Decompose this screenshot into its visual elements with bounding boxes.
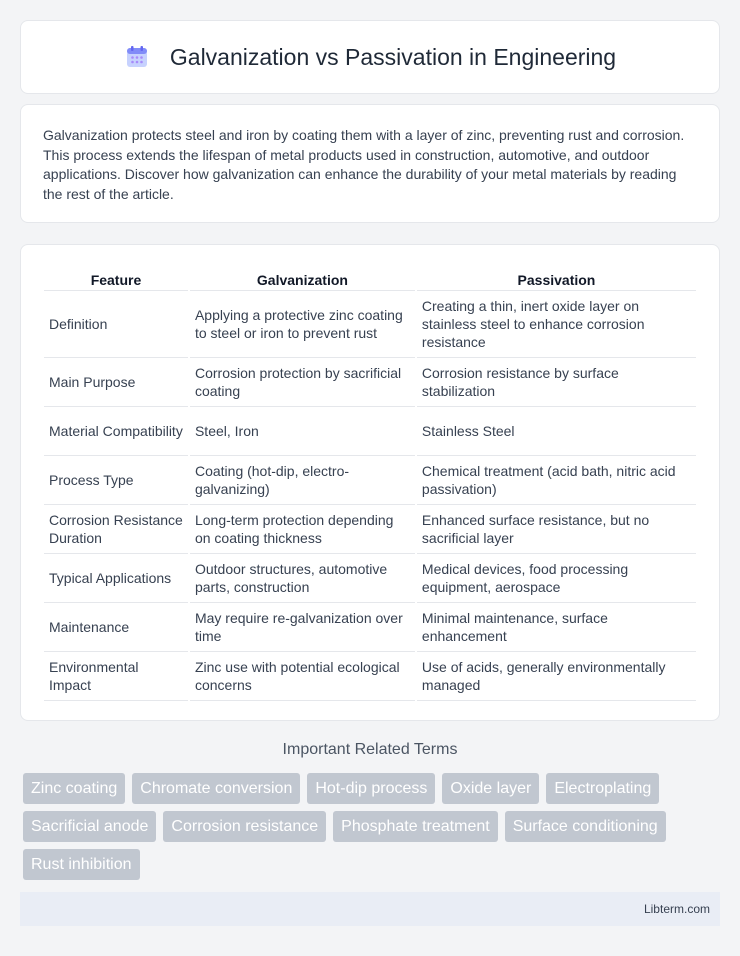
- table-row: [44, 554, 696, 603]
- table-cell: Steel, Iron: [190, 407, 415, 456]
- table-cell: Typical Applications: [44, 554, 188, 603]
- table-row: [44, 652, 696, 701]
- table-header-row: [44, 265, 696, 291]
- term-tag[interactable]: Rust inhibition: [23, 849, 140, 880]
- table-cell: Minimal maintenance, surface enhancement: [417, 603, 696, 652]
- term-tag[interactable]: Phosphate treatment: [333, 811, 498, 842]
- table-row: [44, 456, 696, 505]
- table-cell: Stainless Steel: [417, 407, 696, 456]
- calendar-icon: [124, 44, 150, 70]
- intro-card: [20, 104, 720, 223]
- comparison-card: [20, 244, 720, 721]
- term-tag[interactable]: Corrosion resistance: [163, 811, 326, 842]
- footer: [20, 892, 720, 926]
- term-tag[interactable]: Hot-dip process: [307, 773, 435, 804]
- column-header: Passivation: [417, 265, 696, 291]
- term-tag[interactable]: Oxide layer: [442, 773, 539, 804]
- table-cell: Corrosion Resistance Duration: [44, 505, 188, 554]
- table-cell: Process Type: [44, 456, 188, 505]
- term-tag[interactable]: Surface conditioning: [505, 811, 666, 842]
- table-cell: Environmental Impact: [44, 652, 188, 701]
- related-terms-title: Important Related Terms: [282, 741, 458, 758]
- table-cell: Creating a thin, inert oxide layer on stainless steel to enhance corrosion resistance: [417, 291, 696, 358]
- table-row: [44, 358, 696, 407]
- page-title: Galvanization vs Passivation in Engineering: [169, 43, 617, 70]
- term-tag[interactable]: Electroplating: [546, 773, 659, 804]
- footer-link[interactable]: Libterm.com: [643, 902, 710, 916]
- table-cell: May require re-galvanization over time: [190, 603, 415, 652]
- related-terms-list: [23, 773, 713, 880]
- table-cell: Medical devices, food processing equipment, aerospace: [417, 554, 696, 603]
- intro-text: Galvanization protects steel and iron by coating them with a layer of zinc, preventing rust and corrosion. This process extends the lifespan of metal products used in construction, automotive, and outdoor applications. Discover how galvanization can enhance the durability of your metal materials by reading the rest of the article.: [43, 127, 685, 202]
- table-cell: Outdoor structures, automotive parts, construction: [190, 554, 415, 603]
- table-cell: Corrosion protection by sacrificial coating: [190, 358, 415, 407]
- table-cell: Applying a protective zinc coating to steel or iron to prevent rust: [190, 291, 415, 358]
- column-header: Feature: [44, 265, 188, 291]
- table-cell: Definition: [44, 291, 188, 358]
- table-cell: Main Purpose: [44, 358, 188, 407]
- table-cell: Use of acids, generally environmentally managed: [417, 652, 696, 701]
- table-cell: Corrosion resistance by surface stabilization: [417, 358, 696, 407]
- table-row: [44, 407, 696, 456]
- table-cell: Maintenance: [44, 603, 188, 652]
- table-row: [44, 505, 696, 554]
- table-cell: Material Compatibility: [44, 407, 188, 456]
- term-tag[interactable]: Sacrificial anode: [23, 811, 156, 842]
- table-cell: Long-term protection depending on coating thickness: [190, 505, 415, 554]
- table-cell: Chemical treatment (acid bath, nitric acid passivation): [417, 456, 696, 505]
- term-tag[interactable]: Chromate conversion: [132, 773, 300, 804]
- table-cell: Coating (hot-dip, electro-galvanizing): [190, 456, 415, 505]
- column-header: Galvanization: [190, 265, 415, 291]
- page-header: [20, 20, 720, 94]
- term-tag[interactable]: Zinc coating: [23, 773, 125, 804]
- table-row: [44, 291, 696, 358]
- table-row: [44, 603, 696, 652]
- table-cell: Zinc use with potential ecological concerns: [190, 652, 415, 701]
- table-cell: Enhanced surface resistance, but no sacrificial layer: [417, 505, 696, 554]
- comparison-table: [42, 265, 698, 701]
